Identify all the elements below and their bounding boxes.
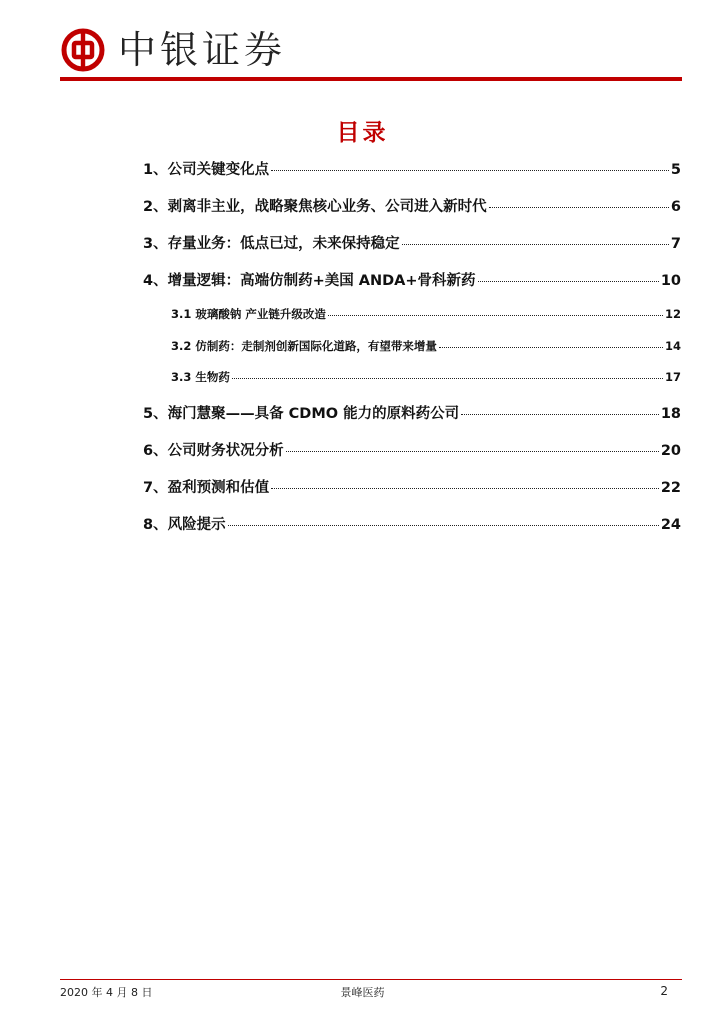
header-divider xyxy=(60,77,682,81)
toc-dot-leader xyxy=(489,206,669,208)
toc-entry[interactable] xyxy=(143,513,681,534)
toc-entry[interactable] xyxy=(143,195,681,216)
footer-company: 景峰医药 xyxy=(340,986,385,999)
toc-entry[interactable] xyxy=(171,369,681,385)
toc-entry-label: 4、增量逻辑：高端仿制药+美国 ANDA+骨科新药 xyxy=(143,273,476,289)
brand-name: 中银证券 xyxy=(118,28,287,72)
toc-dot-leader xyxy=(478,280,659,282)
footer-date: 2020 年 4 月 8 日 xyxy=(60,986,153,999)
toc-dot-leader xyxy=(328,314,663,316)
footer-divider xyxy=(60,979,682,980)
bank-of-china-logo-icon xyxy=(60,27,106,73)
toc-entry-page: 20 xyxy=(660,443,681,459)
toc-dot-leader xyxy=(402,243,669,245)
toc-entry[interactable] xyxy=(143,439,681,460)
toc-entry[interactable] xyxy=(171,306,681,322)
toc-title: 目录 xyxy=(336,120,389,146)
toc-entry[interactable] xyxy=(143,402,681,423)
toc-entry-label: 8、风险提示 xyxy=(143,517,226,533)
toc-dot-leader xyxy=(439,346,663,348)
toc-dot-leader xyxy=(461,413,659,415)
toc-entry[interactable] xyxy=(143,269,681,290)
toc-entry-label: 3、存量业务：低点已过，未来保持稳定 xyxy=(143,236,400,252)
toc-dot-leader xyxy=(232,377,663,379)
toc-dot-leader xyxy=(271,487,659,489)
toc-entry-page: 17 xyxy=(664,370,681,384)
toc-entry-page: 12 xyxy=(664,307,681,321)
toc-entry-page: 10 xyxy=(660,273,681,289)
toc-entry[interactable] xyxy=(143,158,681,179)
toc-entry[interactable] xyxy=(143,232,681,253)
footer-page-number: 2 xyxy=(660,984,668,998)
toc-entry-page: 18 xyxy=(660,406,681,422)
toc-entry-label: 2、剥离非主业，战略聚焦核心业务、公司进入新时代 xyxy=(143,199,487,215)
toc-entry-page: 6 xyxy=(670,199,681,215)
toc-entry-label: 3.3 生物药 xyxy=(171,370,230,384)
toc-entry-page: 22 xyxy=(660,480,681,496)
toc-entry-label: 5、海门慧聚——具备 CDMO 能力的原料药公司 xyxy=(143,406,460,422)
toc-entry-page: 14 xyxy=(664,339,681,353)
toc-entry-page: 7 xyxy=(670,236,681,252)
toc-entry-label: 3.2 仿制药：走制剂创新国际化道路，有望带来增量 xyxy=(171,339,437,353)
report-header xyxy=(60,26,286,74)
toc-entry-label: 1、公司关键变化点 xyxy=(143,162,270,178)
toc-entry-label: 3.1 玻璃酸钠 产业链升级改造 xyxy=(171,307,326,321)
toc-entry-label: 7、盈利预测和估值 xyxy=(143,480,270,496)
toc-dot-leader xyxy=(271,169,669,171)
toc-entry-label: 6、公司财务状况分析 xyxy=(143,443,284,459)
toc-entry[interactable] xyxy=(143,476,681,497)
toc-entry-page: 5 xyxy=(670,162,681,178)
toc-entry[interactable] xyxy=(171,338,681,354)
toc-dot-leader xyxy=(286,450,659,452)
toc-dot-leader xyxy=(228,524,659,526)
toc-entry-page: 24 xyxy=(660,517,681,533)
